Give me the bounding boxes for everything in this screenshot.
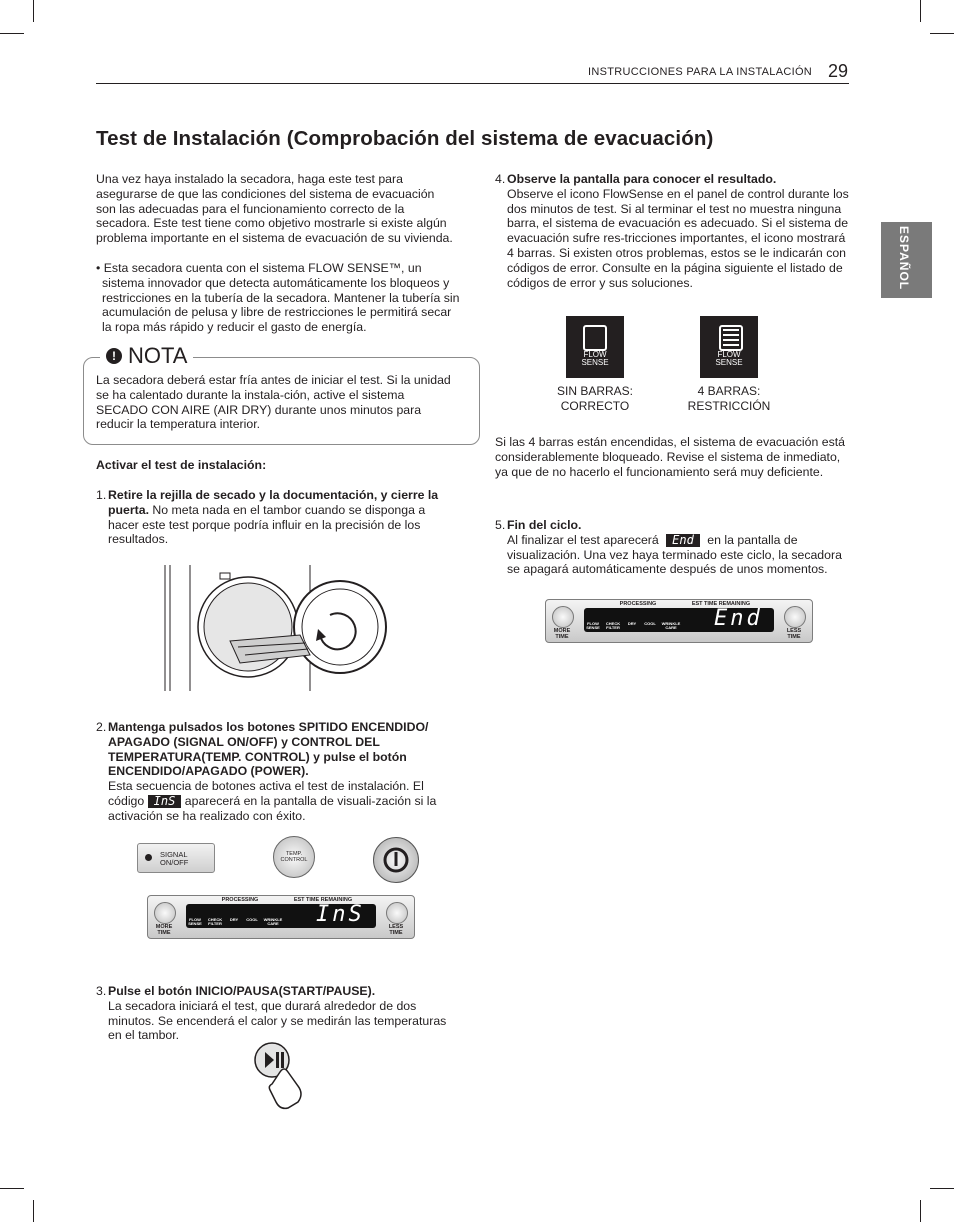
crop-mark bbox=[920, 1200, 921, 1222]
step-4-bold: Observe la pantalla para conocer el resultado. bbox=[507, 172, 777, 186]
crop-mark bbox=[930, 1188, 954, 1189]
step-number: 1. bbox=[96, 488, 107, 502]
est-remaining-label: EST TIME REMAINING bbox=[691, 601, 751, 607]
less-time-button[interactable] bbox=[386, 902, 408, 924]
running-header: INSTRUCCIONES PARA LA INSTALACIÓN bbox=[588, 66, 813, 78]
start-pause-button[interactable] bbox=[250, 1040, 314, 1110]
step-number: 2. bbox=[96, 720, 107, 734]
crop-mark bbox=[930, 33, 954, 34]
step-number: 4. bbox=[495, 172, 506, 186]
step-4-text: Observe el icono FlowSense en el panel de control durante los dos minutos de test. Si al terminar el test no muestra ninguna barra, el sistema de evacuación es adecuado. Si el sistema de evacuación sufre res-tricciones importantes, el icono mostrará 4 barras. Si existen otros problemas, estos se le indicarán con códigos de error. Consulte en la página siguiente el listado de códigos de error y sus soluciones. bbox=[507, 186, 849, 290]
control-panel-ins bbox=[147, 895, 415, 939]
less-time-label: LESS TIME bbox=[786, 628, 802, 640]
less-time-label: LESS TIME bbox=[388, 924, 404, 936]
step-2-bold: Mantenga pulsados los botones SPITIDO ENCENDIDO/ APAGADO (SIGNAL ON/OFF) y CONTROL DEL TEMPERATURA(TEMP. CONTROL) y pulse el botón ENCENDIDO/APAGADO (POWER). bbox=[108, 720, 429, 779]
step-2-text-b: aparecerá en la pantalla de visuali-zación si la activación se ha realizado con éxito. bbox=[108, 793, 437, 823]
cool-label: COOL bbox=[644, 621, 656, 626]
step-4 bbox=[507, 172, 852, 290]
dryer-open-door-illustration bbox=[160, 563, 400, 693]
control-panel-end bbox=[545, 599, 813, 643]
step-5-text-b: en la pantalla de visualización. Una vez haya terminado este ciclo, la secadora se apagará automáticamente después de unos momentos. bbox=[507, 532, 842, 577]
cool-label: COOL bbox=[246, 917, 258, 922]
step-3-text: La secadora iniciará el test, que durará alrededor de dos minutos. Se encenderá el calor y se medirán las temperaturas en el tambor. bbox=[108, 998, 447, 1043]
end-segment-display: End bbox=[714, 606, 763, 631]
crop-mark bbox=[920, 0, 921, 22]
indicator-dot-icon bbox=[145, 854, 152, 861]
check-filter-label: CHECK FILTER bbox=[605, 621, 621, 630]
signal-button[interactable] bbox=[137, 843, 215, 873]
ins-display-screen bbox=[186, 904, 376, 928]
caption-no-bars-line2: CORRECTO bbox=[560, 399, 630, 413]
more-time-button[interactable] bbox=[552, 606, 574, 628]
page-number: 29 bbox=[828, 61, 849, 81]
language-tab-label: ESPAÑOL bbox=[897, 226, 911, 291]
temp-control-label: TEMP. CONTROL bbox=[280, 851, 308, 863]
caption-four-bars-line1: 4 BARRAS: bbox=[697, 384, 761, 398]
crop-mark bbox=[33, 0, 34, 22]
intro-paragraph: Una vez haya instalado la secadora, haga este test para asegurarse de que las condiciones del sistema de evacuación son las adecuadas para el funcionamiento correcto de la secadora. Este test tiene como objetivo mostrarle si existe algún problema importante en el sistema de evacuación de su vivienda. bbox=[96, 172, 453, 246]
signal-button-label: SIGNAL ON/OFF bbox=[160, 850, 189, 867]
flowsense-four-bars-icon bbox=[700, 316, 758, 378]
ins-segment-display: InS bbox=[316, 902, 365, 927]
step-1-text: No meta nada en el tambor cuando se disponga a hacer este test porque podría influir en la precisión de los resultados. bbox=[108, 502, 426, 547]
flowsense-bullet: • Esta secadora cuenta con el sistema FLOW SENSE™, un sistema innovador que detecta automáticamente los bloqueos y restricciones en la tubería de la secadora. Mantener la tubería sin acumulación de pelusa y libre de restricciones le permitirá secar la ropa más rápido y reducir el gasto de energía. bbox=[96, 261, 460, 335]
step-5 bbox=[507, 518, 852, 577]
est-remaining-label: EST TIME REMAINING bbox=[293, 897, 353, 903]
step-number: 3. bbox=[96, 984, 107, 998]
header-rule bbox=[96, 83, 849, 84]
power-icon bbox=[374, 838, 418, 882]
temp-control-button[interactable] bbox=[273, 836, 315, 878]
processing-label: PROCESSING bbox=[221, 897, 259, 903]
note-heading bbox=[100, 343, 193, 369]
activate-heading: Activar el test de instalación: bbox=[96, 458, 267, 472]
end-code-display: End bbox=[666, 534, 700, 547]
caption-no-bars bbox=[545, 384, 645, 414]
flowsense-icon-label: FLOW SENSE bbox=[715, 350, 743, 367]
more-time-label: MORE TIME bbox=[155, 924, 173, 936]
step-1-bold: Retire la rejilla de secado y la documentación, y cierre la puerta. bbox=[108, 488, 439, 517]
note-title: NOTA bbox=[128, 343, 188, 368]
processing-label: PROCESSING bbox=[619, 601, 657, 607]
end-display-screen bbox=[584, 608, 774, 632]
wrinkle-care-label: WRINKLE CARE bbox=[661, 621, 681, 630]
step-5-bold: Fin del ciclo. bbox=[507, 518, 582, 532]
flowsense-no-bars-icon bbox=[566, 316, 624, 378]
flow-sense-label: FLOW SENSE bbox=[586, 621, 600, 630]
step-3 bbox=[108, 984, 448, 1043]
dry-label: DRY bbox=[229, 917, 239, 922]
step-5-text-a: Al finalizar el test aparecerá bbox=[507, 532, 659, 547]
caption-four-bars bbox=[677, 384, 781, 414]
check-filter-label: CHECK FILTER bbox=[207, 917, 223, 926]
step-number: 5. bbox=[495, 518, 506, 532]
wrinkle-care-label: WRINKLE CARE bbox=[263, 917, 283, 926]
dry-label: DRY bbox=[627, 621, 637, 626]
flowsense-icon-label: FLOW SENSE bbox=[581, 350, 609, 367]
step-1 bbox=[108, 488, 450, 547]
power-button[interactable] bbox=[373, 837, 419, 883]
language-tab bbox=[881, 222, 932, 298]
flow-sense-label: FLOW SENSE bbox=[188, 917, 202, 926]
crop-mark bbox=[0, 1188, 24, 1189]
caption-no-bars-line1: SIN BARRAS: bbox=[556, 384, 634, 398]
crop-mark bbox=[33, 1200, 34, 1222]
less-time-button[interactable] bbox=[784, 606, 806, 628]
warning-icon: ! bbox=[106, 348, 122, 364]
page-title: Test de Instalación (Comprobación del sistema de evacuación) bbox=[96, 127, 714, 150]
step-2 bbox=[108, 720, 448, 824]
more-time-button[interactable] bbox=[154, 902, 176, 924]
step-3-bold: Pulse el botón INICIO/PAUSA(START/PAUSE). bbox=[108, 984, 376, 998]
note-text: La secadora deberá estar fría antes de iniciar el test. Si la unidad se ha calentado durante la instala-ción, active el sistema SECADO CON AIRE (AIR DRY) durante unos minutos para reducir la temperatura interior. bbox=[96, 373, 451, 432]
caption-four-bars-line2: RESTRICCIÓN bbox=[687, 399, 771, 413]
four-bars-paragraph: Si las 4 barras están encendidas, el sistema de evacuación está considerablemente bloqueado. Revise el sistema de inmediato, ya que de no hacerlo el funcionamiento será muy deficiente. bbox=[495, 435, 845, 479]
more-time-label: MORE TIME bbox=[553, 628, 571, 640]
ins-code-display: InS bbox=[148, 795, 182, 808]
step-2-text-a: Esta secuencia de botones activa el test de instalación. El código bbox=[108, 779, 424, 808]
crop-mark bbox=[0, 33, 24, 34]
